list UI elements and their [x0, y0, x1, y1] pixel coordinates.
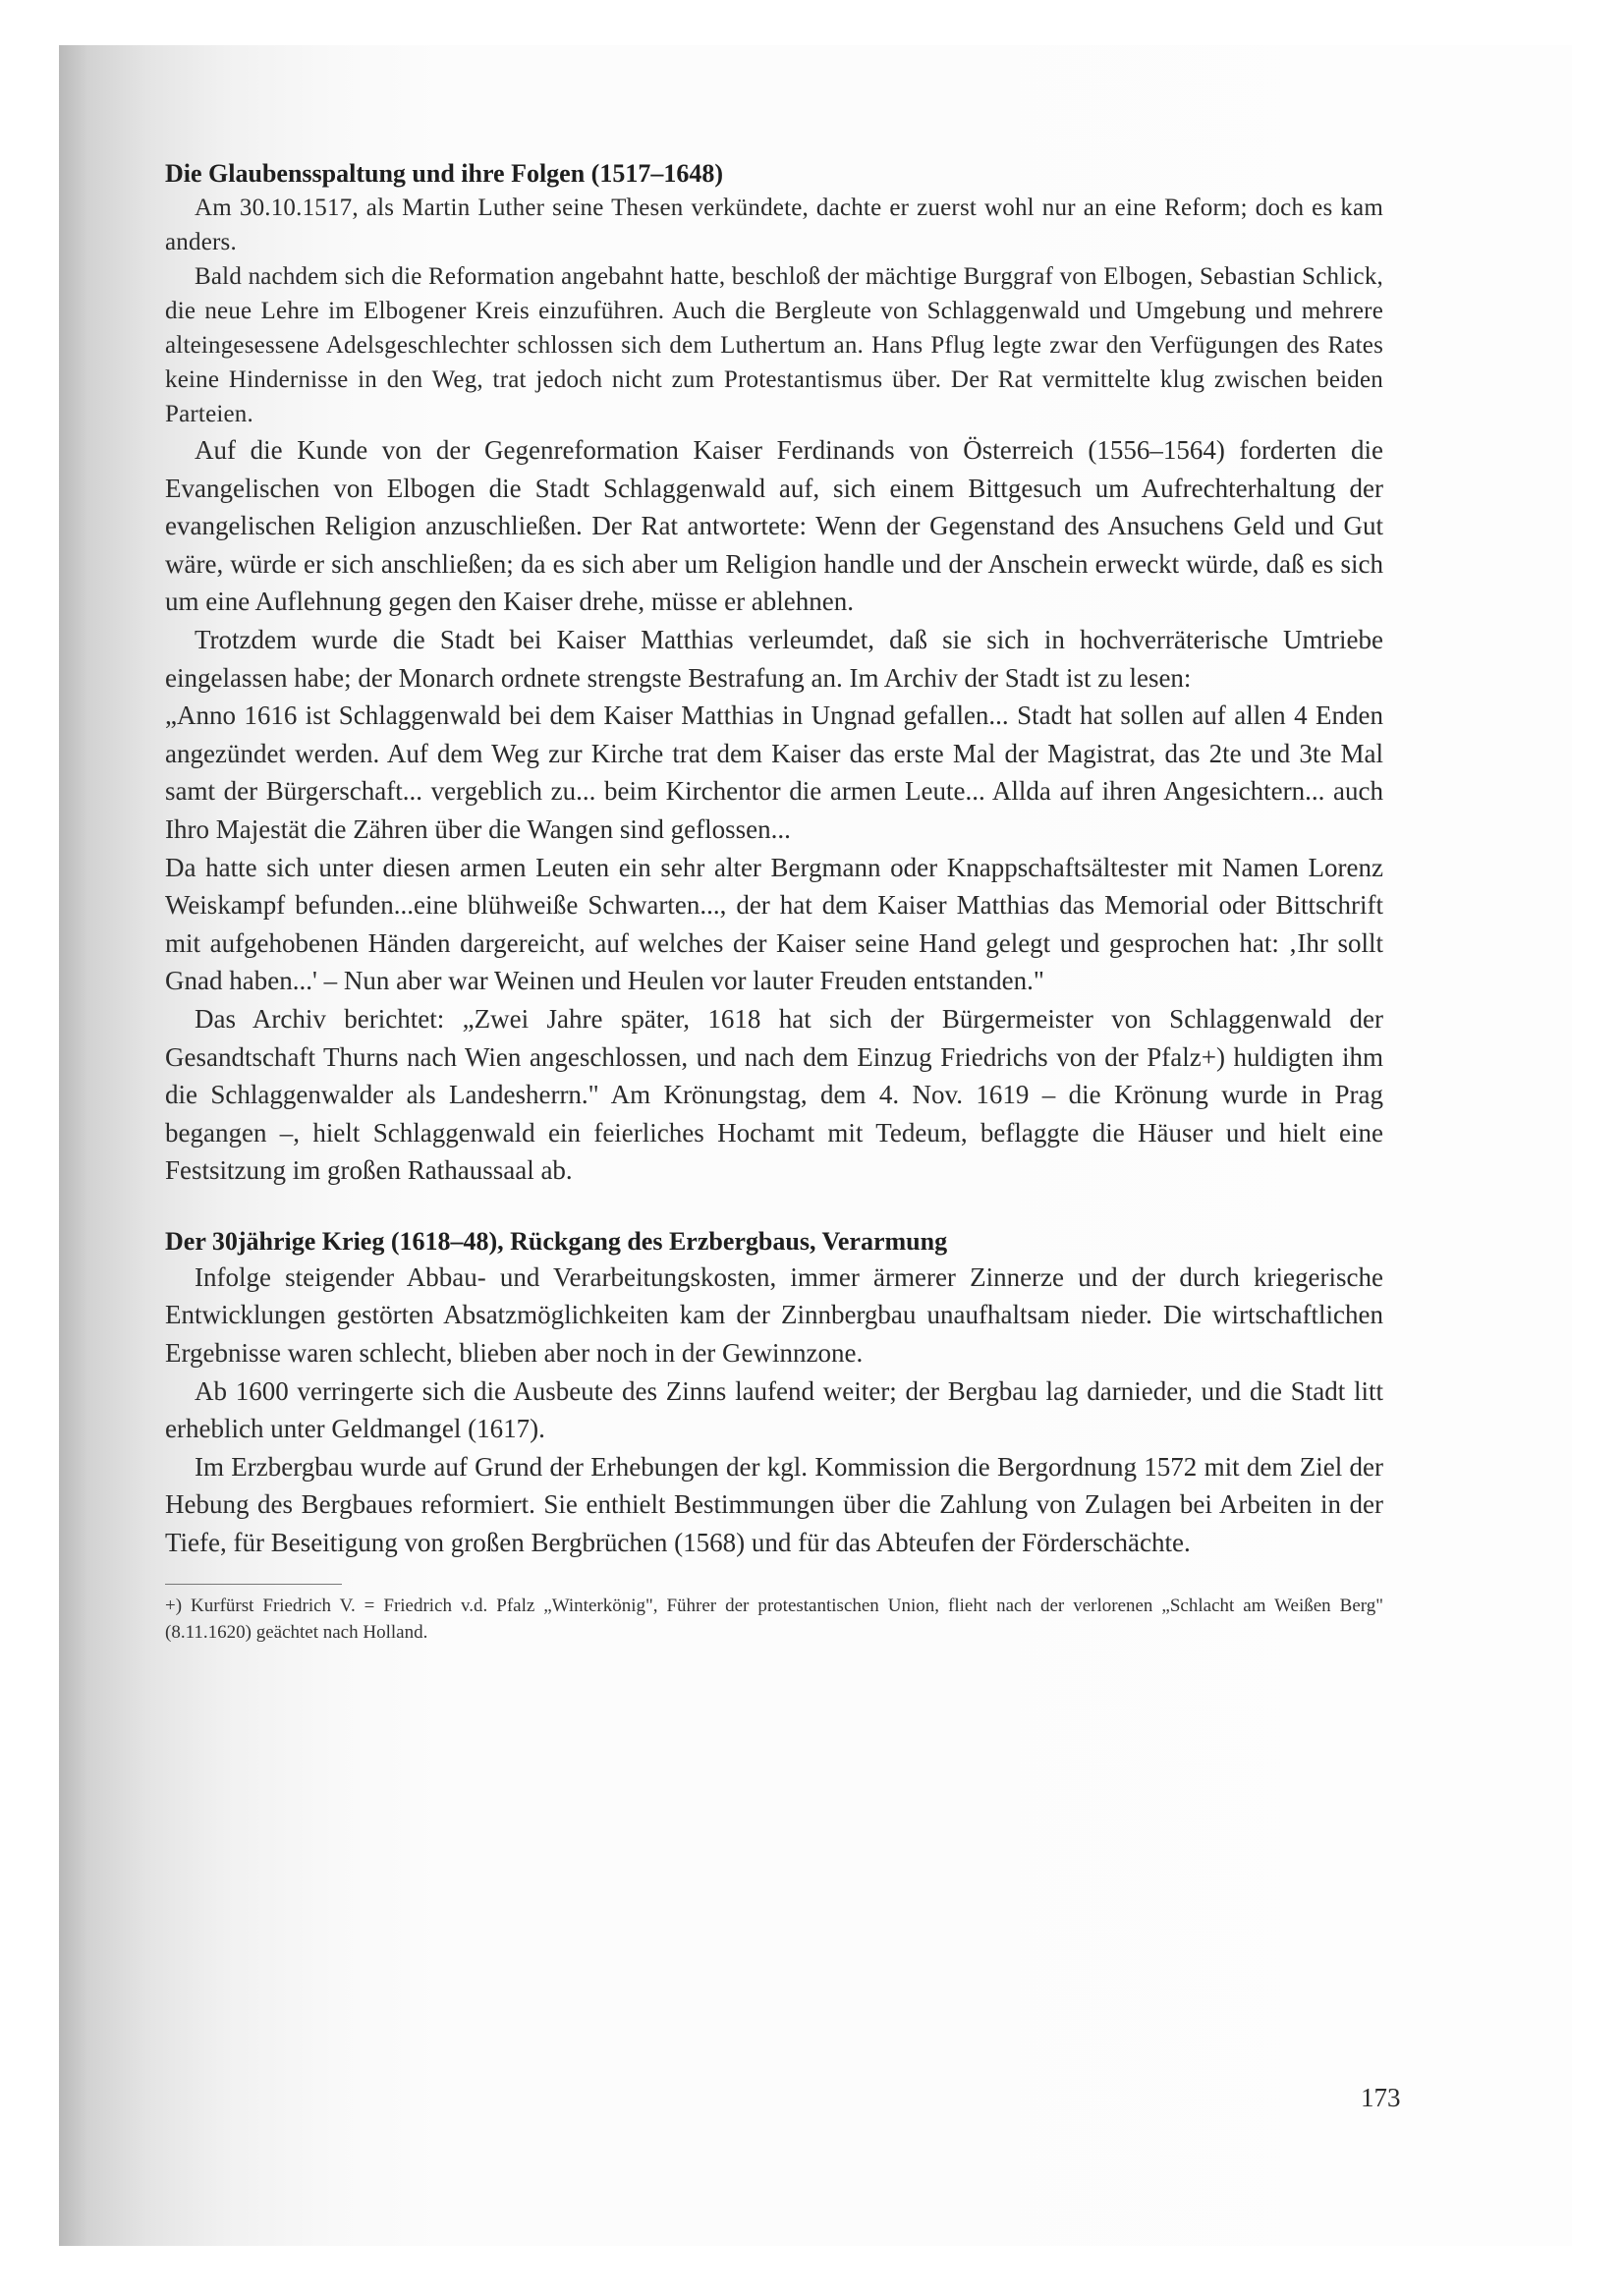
paragraph: Im Erzbergbau wurde auf Grund der Erhebungen der kgl. Kommission die Bergordnung 1572 mit dem Ziel der Hebung des Bergbaues reformiert. Sie enthielt Bestimmungen über die Zahlung von Zulagen bei Arbeiten in der Tiefe, für Beseitigung von großen Bergbrüchen (1568) und für das Abteufen der Förderschächte. — [165, 1451, 1383, 1558]
footnote-divider — [165, 1584, 342, 1585]
section-heading: Die Glaubensspaltung und ihre Folgen (1517–1648) — [165, 159, 724, 188]
paragraph: Trotzdem wurde die Stadt bei Kaiser Matthias verleumdet, daß sie sich in hochverräterische Umtriebe eingelassen habe; der Monarch ordnete strengste Bestrafung an. Im Archiv der Stadt ist zu lesen: — [165, 624, 1383, 693]
paragraph: Das Archiv berichtet: „Zwei Jahre später, 1618 hat sich der Bürgermeister von Schlaggenwald der Gesandtschaft Thurns nach Wien angeschlossen, und nach dem Einzug Friedrichs von der Pfalz+) huldigten ihm die Schlaggenwalder als Landesherrn." Am Krönungstag, dem 4. Nov. 1619 – die Krönung wurde in Prag begangen –, hielt Schlaggenwald ein feierliches Hochamt mit Tedeum, beflaggte die Häuser und hielt eine Festsitzung im großen Rathaussaal ab. — [165, 1003, 1383, 1186]
quote-paragraph: Da hatte sich unter diesen armen Leuten ein sehr alter Bergmann oder Knappschaftsältester mit Namen Lorenz Weiskampf befunden...eine blühweiße Schwarten..., der hat dem Kaiser Matthias das Memorial oder Bittschrift mit aufgehobenen Händen dargereicht, auf welches der Kaiser seine Hand gelegt und gesprochen hat: ‚Ihr sollt Gnad haben...' – Nun aber war Weinen und Heulen vor lauter Freuden entstanden." — [165, 852, 1383, 996]
paragraph: Am 30.10.1517, als Martin Luther seine Thesen verkündete, dachte er zuerst wohl nur an eine Reform; doch es kam anders. — [165, 195, 1383, 255]
paragraph: Auf die Kunde von der Gegenreformation Kaiser Ferdinands von Österreich (1556–1564) forderten die Evangelischen von Elbogen die Stadt Schlaggenwald auf, sich einem Bittgesuch um Aufrechterhaltung der evangelischen Religion anzuschließen. Der Rat antwortete: Wenn der Gegenstand des Ansuchens Geld und Gut wäre, würde er sich anschließen; da es sich aber um Religion handle und der Anschein erweckt würde, daß es sich um eine Auflehnung gegen den Kaiser drehe, müsse er ablehnen. — [165, 435, 1383, 617]
section-glaubensspaltung — [165, 157, 1383, 1190]
section-heading: Der 30jährige Krieg (1618–48), Rückgang des Erzbergbaus, Verarmung — [165, 1226, 948, 1256]
footnote: +) Kurfürst Friedrich V. = Friedrich v.d. Pfalz „Winterkönig", Führer der protestantischen Union, flieht nach der verlorenen „Schlacht am Weißen Berg" (8.11.1620) geächtet nach Holland. — [165, 1595, 1383, 1643]
paragraph: Bald nachdem sich die Reformation angebahnt hatte, beschloß der mächtige Burggraf von Elbogen, Sebastian Schlick, die neue Lehre im Elbogener Kreis einzuführen. Auch die Bergleute von Schlaggenwald und Umgebung und mehrere alteingesessene Adelsgeschlechter schlossen sich dem Luthertum an. Hans Pflug legte zwar den Verfügungen des Rates keine Hindernisse in den Weg, trat jedoch nicht zum Protestantismus über. Der Rat vermittelte klug zwischen beiden Parteien. — [165, 263, 1383, 427]
book-page — [165, 157, 1383, 1646]
quote-paragraph: „Anno 1616 ist Schlaggenwald bei dem Kaiser Matthias in Ungnad gefallen... Stadt hat sollen auf allen 4 Enden angezündet werden. Auf dem Weg zur Kirche trat dem Kaiser das erste Mal der Magistrat, das 2te und 3te Mal samt der Bürgerschaft... vergeblich zu... beim Kirchentor die armen Leute... Allda auf ihren Angesichtern... auch Ihro Majestät die Zähren über die Wangen sind geflossen... — [165, 700, 1383, 844]
page-number: 173 — [1361, 2083, 1401, 2112]
paragraph: Ab 1600 verringerte sich die Ausbeute des Zinns laufend weiter; der Bergbau lag darnieder, und die Stadt litt erheblich unter Geldmangel (1617). — [165, 1375, 1383, 1444]
section-dreissigjaehriger-krieg — [165, 1225, 1383, 1562]
paragraph: Infolge steigender Abbau- und Verarbeitungskosten, immer ärmerer Zinnerze und der durch kriegerische Entwicklungen gestörten Absatzmöglichkeiten kam der Zinnbergbau unaufhaltsam nieder. Die wirtschaftlichen Ergebnisse waren schlecht, blieben aber noch in der Gewinnzone. — [165, 1261, 1383, 1369]
